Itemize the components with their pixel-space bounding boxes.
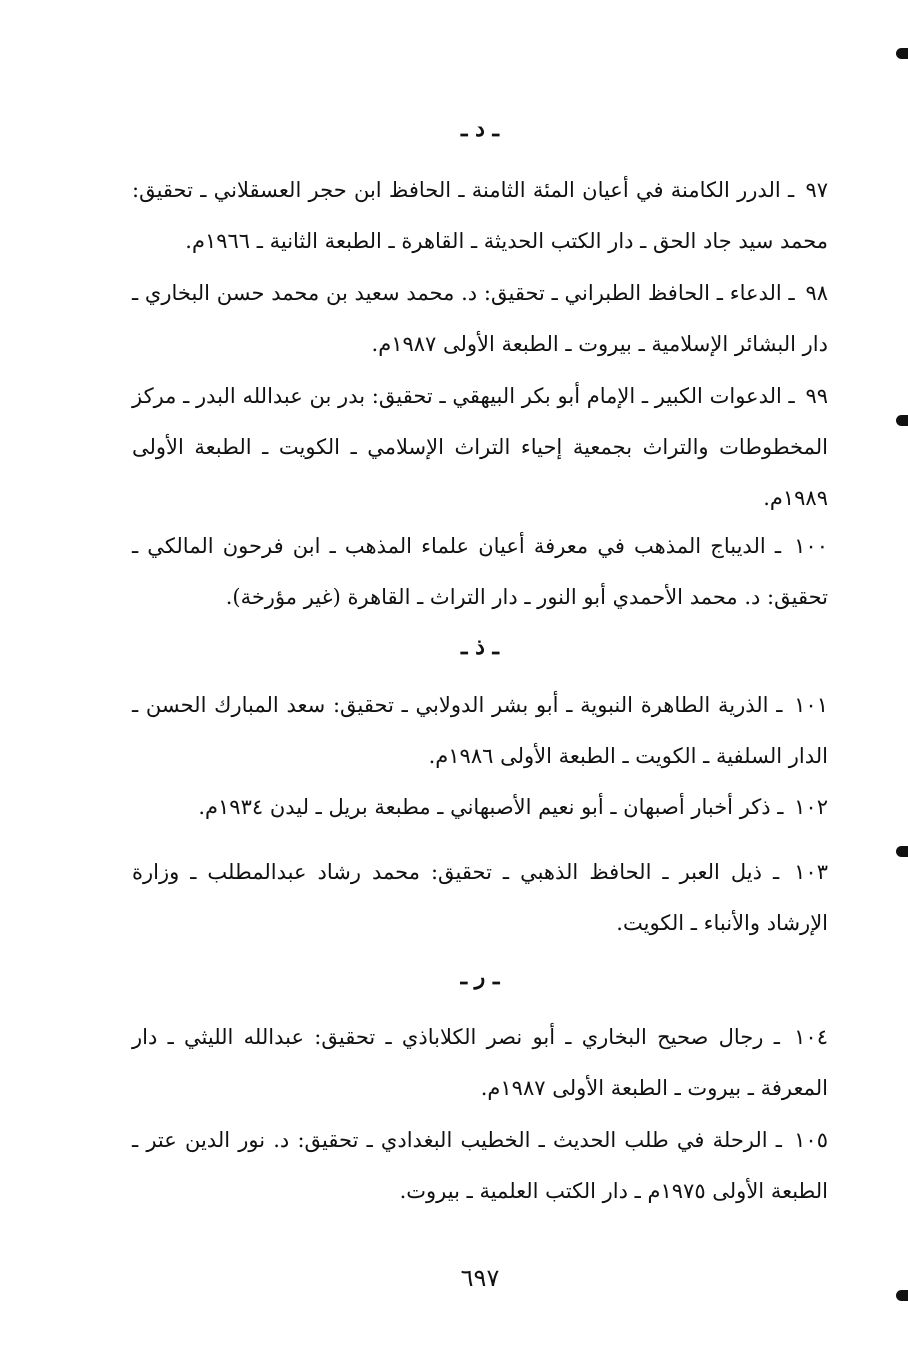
bibliography-entry-103: [132, 847, 828, 949]
page-number: ٦٩٧: [460, 1264, 500, 1292]
entry-text: ـ الرحلة في طلب الحديث ـ الخطيب البغدادي ـ تحقيق: د. نور الدين عتر ـ الطبعة الأولى ١٩٧٥م ـ دار الكتب العلمية ـ بيروت.: [132, 1128, 828, 1203]
entry-text: ـ الدعوات الكبير ـ الإمام أبو بكر البيهقي ـ تحقيق: بدر بن عبدالله البدر ـ مركز المخطوطات والتراث بجمعية إحياء التراث الإسلامي ـ الكويت ـ الطبعة الأولى ١٩٨٩م.: [132, 384, 828, 510]
entry-text: ـ ذكر أخبار أصبهان ـ أبو نعيم الأصبهاني ـ مطبعة بريل ـ ليدن ١٩٣٤م.: [198, 795, 784, 819]
entry-number: ١٠٤: [794, 1025, 828, 1049]
bibliography-entry-105: [132, 1115, 828, 1217]
entry-number: ١٠٠: [794, 534, 828, 558]
entry-text: ـ ذيل العبر ـ الحافظ الذهبي ـ تحقيق: محمد رشاد عبدالمطلب ـ وزارة الإرشاد والأنباء ـ الكويت.: [132, 860, 828, 935]
scan-edge-mark: [896, 1290, 908, 1301]
entry-number: ١٠١: [794, 693, 828, 717]
section-heading-dhal: ـ ذ ـ: [460, 634, 499, 660]
bibliography-entry-98: [132, 268, 828, 370]
entry-text: ـ الذرية الطاهرة النبوية ـ أبو بشر الدولابي ـ تحقيق: سعد المبارك الحسن ـ الدار السلفية ـ الكويت ـ الطبعة الأولى ١٩٨٦م.: [132, 693, 828, 768]
entry-text: ـ الديباج المذهب في معرفة أعيان علماء المذهب ـ ابن فرحون المالكي ـ تحقيق: د. محمد الأحمدي أبو النور ـ دار التراث ـ القاهرة (غير مؤرخة).: [132, 534, 828, 609]
bibliography-entry-101: [132, 680, 828, 782]
entry-number: ٩٧: [805, 178, 828, 202]
entry-number: ١٠٥: [794, 1128, 828, 1152]
entry-text: ـ الدرر الكامنة في أعيان المئة الثامنة ـ الحافظ ابن حجر العسقلاني ـ تحقيق: محمد سيد جاد الحق ـ دار الكتب الحديثة ـ القاهرة ـ الطبعة الثانية ـ ١٩٦٦م.: [132, 178, 828, 253]
bibliography-entry-97: [132, 165, 828, 267]
scan-edge-mark: [896, 846, 908, 857]
entry-number: ١٠٢: [794, 795, 828, 819]
entry-text: ـ الدعاء ـ الحافظ الطبراني ـ تحقيق: د. محمد سعيد بن محمد حسن البخاري ـ دار البشائر الإسلامية ـ بيروت ـ الطبعة الأولى ١٩٨٧م.: [132, 281, 828, 356]
entry-number: ١٠٣: [794, 860, 828, 884]
entry-text: ـ رجال صحيح البخاري ـ أبو نصر الكلاباذي ـ تحقيق: عبدالله الليثي ـ دار المعرفة ـ بيروت ـ الطبعة الأولى ١٩٨٧م.: [132, 1025, 828, 1100]
entry-number: ٩٨: [805, 281, 828, 305]
scan-edge-mark: [896, 48, 908, 59]
bibliography-entry-99: [132, 371, 828, 524]
bibliography-entry-104: [132, 1012, 828, 1114]
section-heading-dal: ـ د ـ: [460, 116, 499, 142]
entry-number: ٩٩: [805, 384, 828, 408]
bibliography-entry-100: [132, 521, 828, 623]
bibliography-entry-102: [132, 782, 828, 833]
section-heading-ra: ـ ر ـ: [460, 964, 500, 990]
scan-edge-mark: [896, 415, 908, 426]
